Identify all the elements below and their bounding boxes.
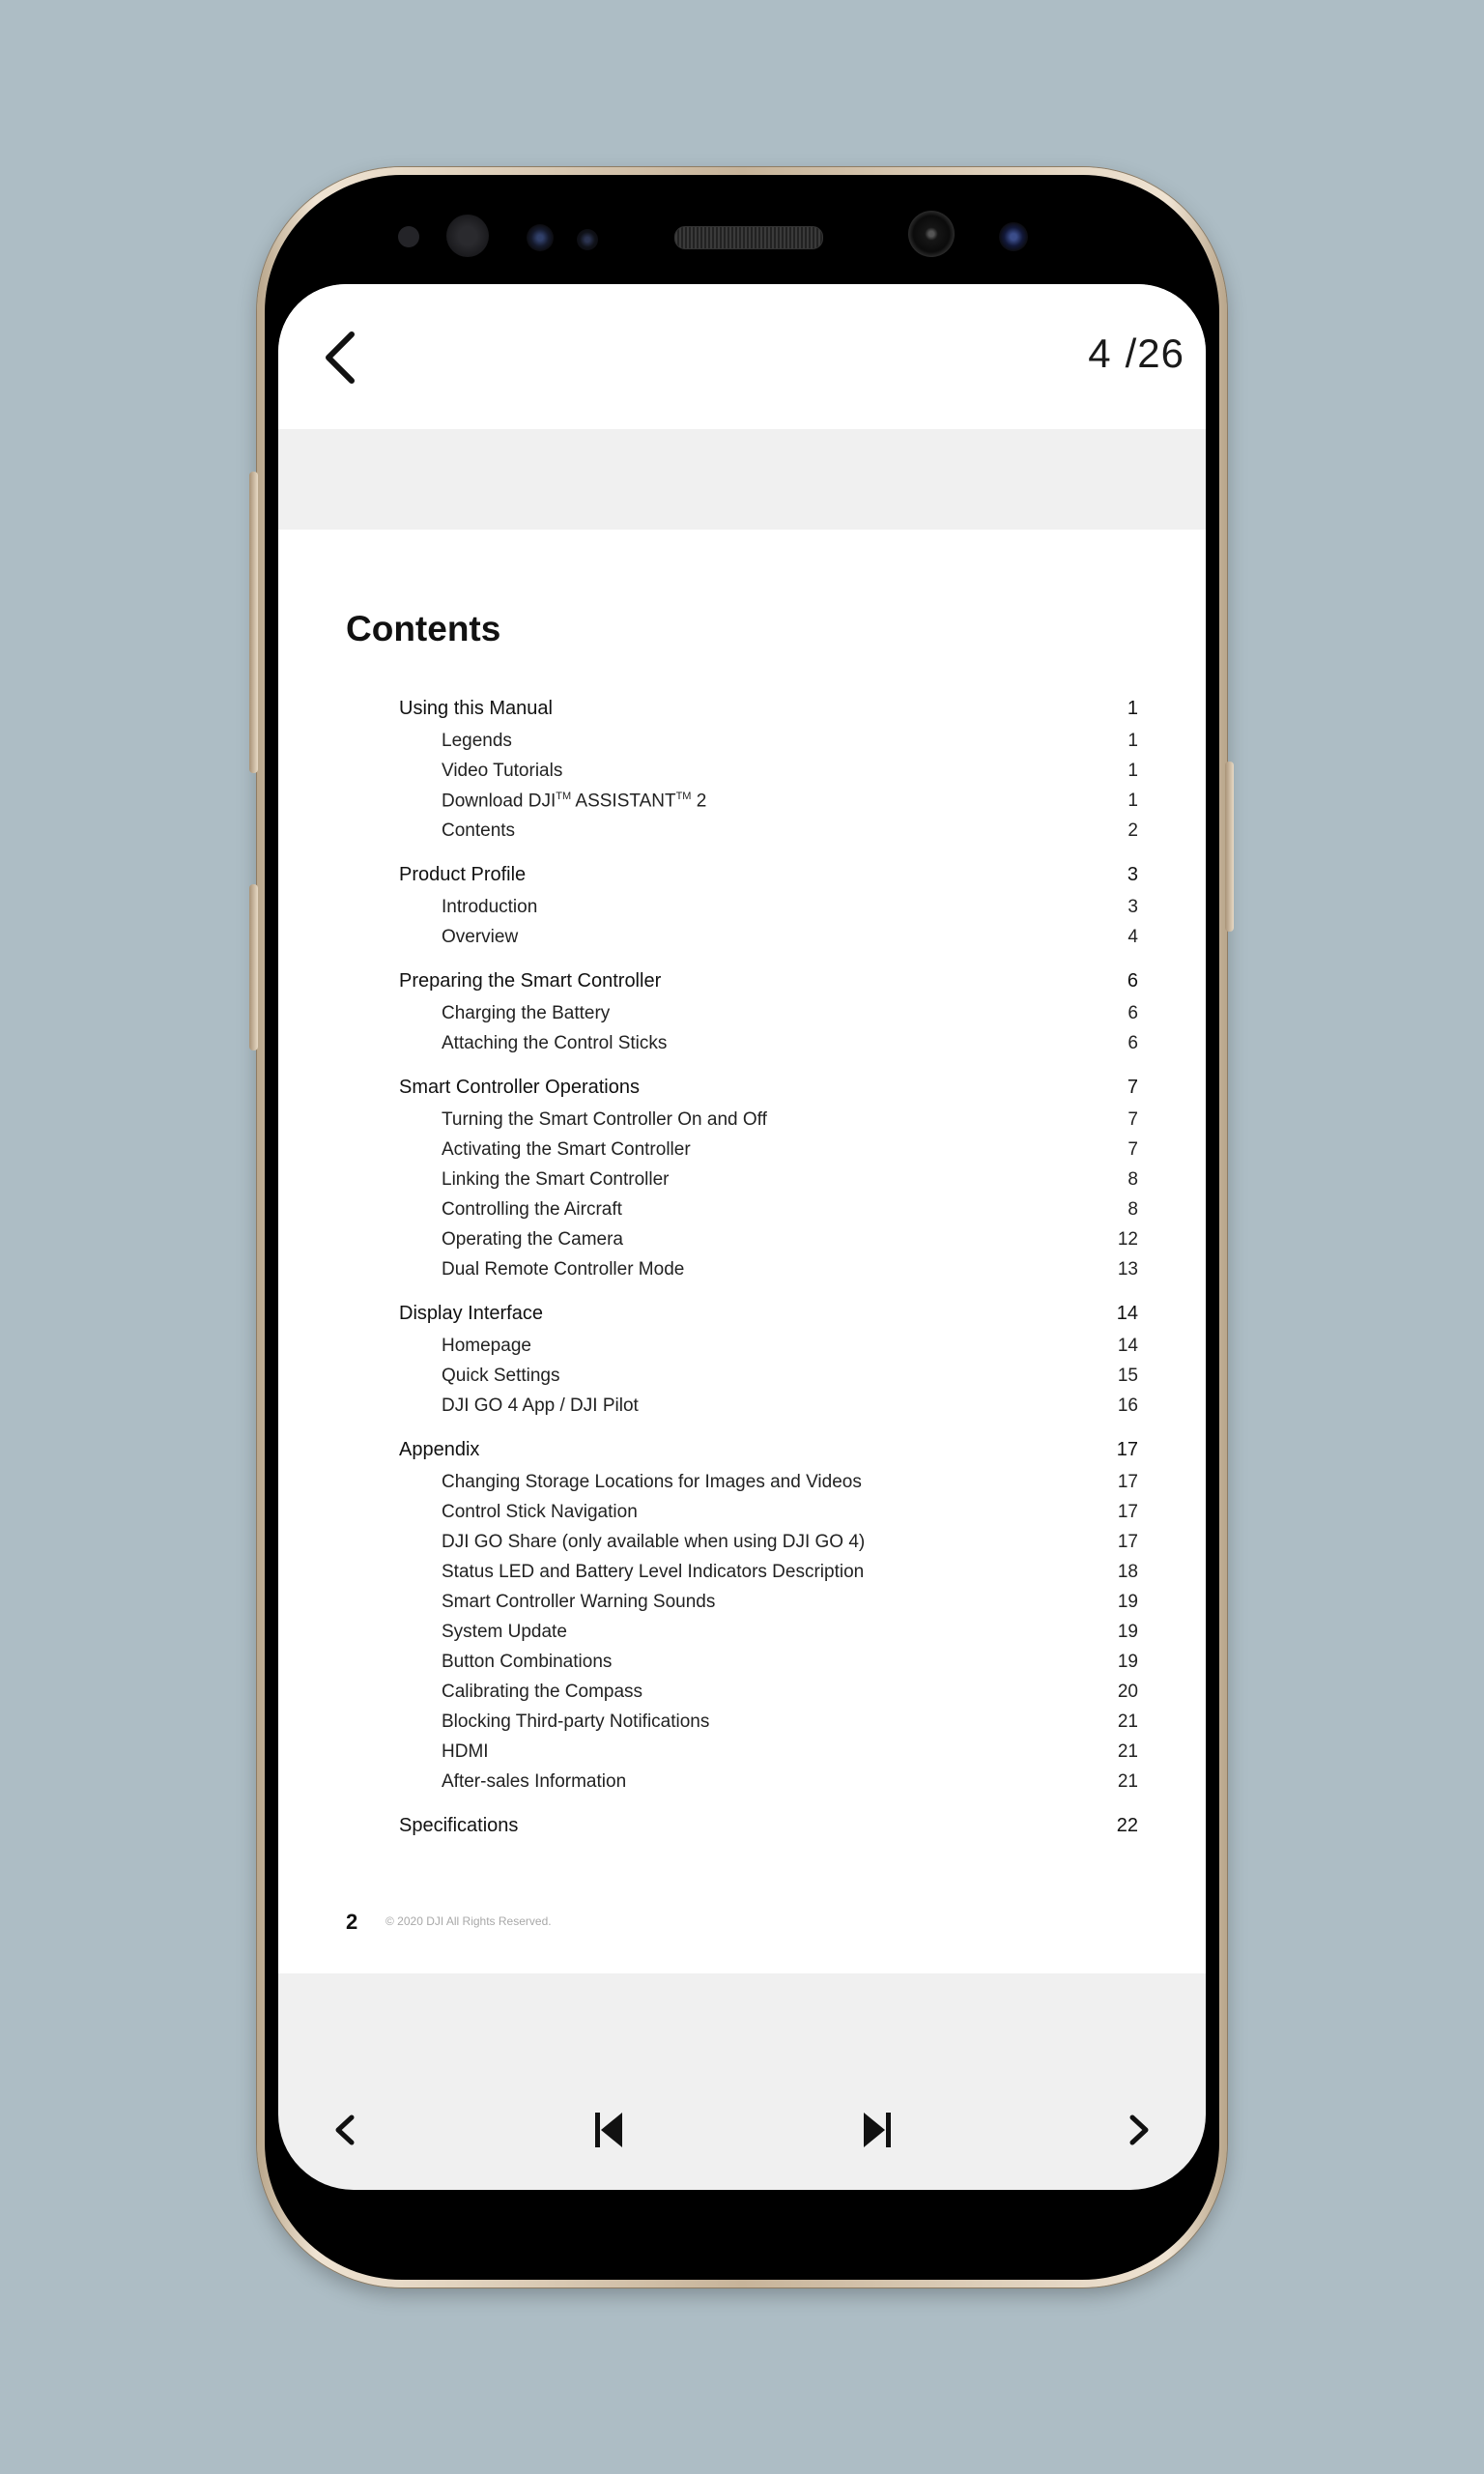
- toc-item-row[interactable]: [399, 1528, 1138, 1558]
- toc-page-number: 1: [1127, 791, 1138, 811]
- toc-item-row[interactable]: [399, 893, 1138, 923]
- power-hardware-button: [1225, 762, 1234, 932]
- toc-item-title: Activating the Smart Controller: [442, 1139, 691, 1160]
- toc-item-title: Control Stick Navigation: [442, 1502, 638, 1522]
- toc-section: [399, 1073, 1138, 1285]
- trademark-superscript: TM: [675, 791, 692, 802]
- toc-item-title: Linking the Smart Controller: [442, 1169, 670, 1190]
- toc-item-row[interactable]: [399, 1165, 1138, 1195]
- toc-section-row[interactable]: [399, 1435, 1138, 1468]
- toc-page-number: 6: [1127, 1003, 1138, 1023]
- toc-item-row[interactable]: [399, 1588, 1138, 1618]
- toc-page-number: 21: [1117, 1712, 1138, 1732]
- toc-section-row[interactable]: [399, 1299, 1138, 1332]
- table-of-contents: [399, 694, 1138, 1857]
- toc-page-number: 2: [1127, 820, 1138, 841]
- toc-page-number: 17: [1116, 1439, 1138, 1460]
- iris-camera: [999, 222, 1028, 251]
- volume-down-hardware-button: [249, 884, 258, 1050]
- toc-item-title: DJI GO 4 App / DJI Pilot: [442, 1395, 639, 1416]
- toc-item-row[interactable]: [399, 1738, 1138, 1768]
- toc-item-title: Download DJI™ ASSISTANT™ 2: [442, 791, 707, 812]
- bottom-navigation: [278, 2101, 1206, 2159]
- skip-last-icon: [848, 2101, 906, 2159]
- toc-item-row[interactable]: [399, 1029, 1138, 1059]
- sensor-lens-small: [577, 229, 598, 250]
- toc-section-title: Product Profile: [399, 864, 527, 885]
- toc-item-title: HDMI: [442, 1741, 489, 1762]
- toc-item-row[interactable]: [399, 1558, 1138, 1588]
- toc-item-title: Contents: [442, 820, 516, 841]
- chevron-left-icon: [317, 329, 365, 387]
- page-title: Contents: [346, 609, 501, 648]
- footer-page-number: 2: [346, 1910, 358, 1934]
- toc-section: [399, 694, 1138, 847]
- toc-page-number: 7: [1127, 1109, 1138, 1130]
- toc-item-row[interactable]: [399, 1708, 1138, 1738]
- toc-item-title: Calibrating the Compass: [442, 1682, 643, 1702]
- toc-page-number: 8: [1127, 1169, 1138, 1190]
- toc-section-title: Specifications: [399, 1815, 519, 1836]
- toc-item-title: Status LED and Battery Level Indicators Description: [442, 1562, 865, 1582]
- toc-item-title: Changing Storage Locations for Images and Videos: [442, 1472, 862, 1492]
- footer-copyright: © 2020 DJI All Rights Reserved.: [385, 1914, 552, 1928]
- toc-item-row[interactable]: [399, 1136, 1138, 1165]
- current-page-number: 4: [1088, 331, 1112, 376]
- toc-page-number: 17: [1117, 1502, 1138, 1522]
- toc-page-number: 14: [1117, 1336, 1138, 1356]
- toc-page-number: 1: [1127, 698, 1138, 719]
- toc-item-title: Attaching the Control Sticks: [442, 1033, 668, 1053]
- toc-item-row[interactable]: [399, 1362, 1138, 1392]
- toc-item-row[interactable]: [399, 1392, 1138, 1422]
- toc-item-row[interactable]: [399, 1195, 1138, 1225]
- toc-section-title: Smart Controller Operations: [399, 1077, 640, 1098]
- toc-page-number: 6: [1127, 1033, 1138, 1053]
- toc-page-number: 7: [1127, 1077, 1138, 1098]
- chevron-right-icon: [1109, 2101, 1167, 2159]
- toc-page-number: 18: [1117, 1562, 1138, 1582]
- page-indicator: [1088, 331, 1184, 377]
- toc-section-row[interactable]: [399, 1811, 1138, 1844]
- toc-item-title: Button Combinations: [442, 1652, 613, 1672]
- toc-item-row[interactable]: [399, 1332, 1138, 1362]
- toc-section-title: Display Interface: [399, 1303, 543, 1324]
- toc-item-row[interactable]: [399, 1255, 1138, 1285]
- document-page[interactable]: [278, 530, 1206, 1973]
- toc-page-number: 16: [1117, 1395, 1138, 1416]
- toc-item-row[interactable]: [399, 999, 1138, 1029]
- toc-section-title: Appendix: [399, 1439, 480, 1460]
- toc-section-row[interactable]: [399, 694, 1138, 727]
- toc-item-row[interactable]: [399, 817, 1138, 847]
- toc-item-row[interactable]: [399, 1498, 1138, 1528]
- toc-item-title: After-sales Information: [442, 1771, 627, 1792]
- iris-sensor: [446, 215, 489, 257]
- toc-item-title: Overview: [442, 927, 519, 947]
- toc-section-row[interactable]: [399, 966, 1138, 999]
- toc-page-number: 13: [1117, 1259, 1138, 1280]
- toc-item-row[interactable]: [399, 1225, 1138, 1255]
- toc-page-number: 1: [1127, 731, 1138, 751]
- toc-page-number: 4: [1127, 927, 1138, 947]
- toc-item-title: Video Tutorials: [442, 761, 563, 781]
- toc-section: [399, 860, 1138, 953]
- toc-item-title: Quick Settings: [442, 1366, 560, 1386]
- toc-item-row[interactable]: [399, 1648, 1138, 1678]
- toc-page-number: 19: [1117, 1652, 1138, 1672]
- toc-item-title: Introduction: [442, 897, 538, 917]
- toc-page-number: 6: [1127, 970, 1138, 992]
- first-page-button[interactable]: [580, 2101, 638, 2159]
- toc-item-title: DJI GO Share (only available when using DJI GO 4): [442, 1532, 866, 1552]
- toc-item-title: Legends: [442, 731, 512, 751]
- toc-section: [399, 1299, 1138, 1422]
- toc-item-row[interactable]: [399, 923, 1138, 953]
- next-page-button[interactable]: [1109, 2101, 1167, 2159]
- toc-item-title: Charging the Battery: [442, 1003, 611, 1023]
- toc-page-number: 15: [1117, 1366, 1138, 1386]
- proximity-sensor: [398, 226, 419, 247]
- total-pages: /26: [1125, 331, 1184, 376]
- toc-page-number: 19: [1117, 1592, 1138, 1612]
- toc-item-title: Blocking Third-party Notifications: [442, 1712, 710, 1732]
- app-screen: [278, 284, 1206, 2190]
- toc-item-title: Smart Controller Warning Sounds: [442, 1592, 716, 1612]
- sensor-lens: [527, 224, 554, 251]
- toc-section-title: Preparing the Smart Controller: [399, 970, 662, 992]
- toc-item-row[interactable]: [399, 1768, 1138, 1798]
- toc-section: [399, 1435, 1138, 1798]
- toc-item-row[interactable]: [399, 1106, 1138, 1136]
- toc-page-number: 14: [1116, 1303, 1138, 1324]
- front-camera: [908, 211, 955, 257]
- chevron-left-icon: [317, 2101, 375, 2159]
- toc-page-number: 12: [1117, 1229, 1138, 1250]
- top-bar: [278, 284, 1206, 429]
- toc-page-number: 21: [1117, 1741, 1138, 1762]
- previous-page-button[interactable]: [317, 2101, 375, 2159]
- toc-item-row[interactable]: [399, 787, 1138, 817]
- last-page-button[interactable]: [848, 2101, 906, 2159]
- toc-section: [399, 966, 1138, 1059]
- toc-item-title: Homepage: [442, 1336, 531, 1356]
- toc-page-number: 3: [1127, 864, 1138, 885]
- trademark-superscript: TM: [556, 791, 572, 802]
- earpiece-speaker: [674, 226, 823, 249]
- toc-item-title: Operating the Camera: [442, 1229, 623, 1250]
- toc-section-row[interactable]: [399, 1073, 1138, 1106]
- toc-page-number: 3: [1127, 897, 1138, 917]
- toc-page-number: 17: [1117, 1472, 1138, 1492]
- toc-page-number: 19: [1117, 1622, 1138, 1642]
- toc-section: [399, 1811, 1138, 1844]
- toc-item-title: Controlling the Aircraft: [442, 1199, 622, 1220]
- toc-section-row[interactable]: [399, 860, 1138, 893]
- toc-item-row[interactable]: [399, 1678, 1138, 1708]
- toc-item-title: Turning the Smart Controller On and Off: [442, 1109, 767, 1130]
- toc-page-number: 7: [1127, 1139, 1138, 1160]
- toc-page-number: 20: [1117, 1682, 1138, 1702]
- toc-item-title: Dual Remote Controller Mode: [442, 1259, 685, 1280]
- toc-item-title: System Update: [442, 1622, 567, 1642]
- toc-section-title: Using this Manual: [399, 698, 553, 719]
- toc-page-number: 21: [1117, 1771, 1138, 1792]
- toc-item-row[interactable]: [399, 757, 1138, 787]
- toc-page-number: 22: [1116, 1815, 1138, 1836]
- toc-item-row[interactable]: [399, 1618, 1138, 1648]
- toc-page-number: 1: [1127, 761, 1138, 781]
- toc-item-row[interactable]: [399, 727, 1138, 757]
- toc-page-number: 8: [1127, 1199, 1138, 1220]
- skip-first-icon: [580, 2101, 638, 2159]
- volume-up-hardware-button: [249, 472, 258, 773]
- toc-page-number: 17: [1117, 1532, 1138, 1552]
- toc-item-row[interactable]: [399, 1468, 1138, 1498]
- back-button[interactable]: [317, 329, 365, 387]
